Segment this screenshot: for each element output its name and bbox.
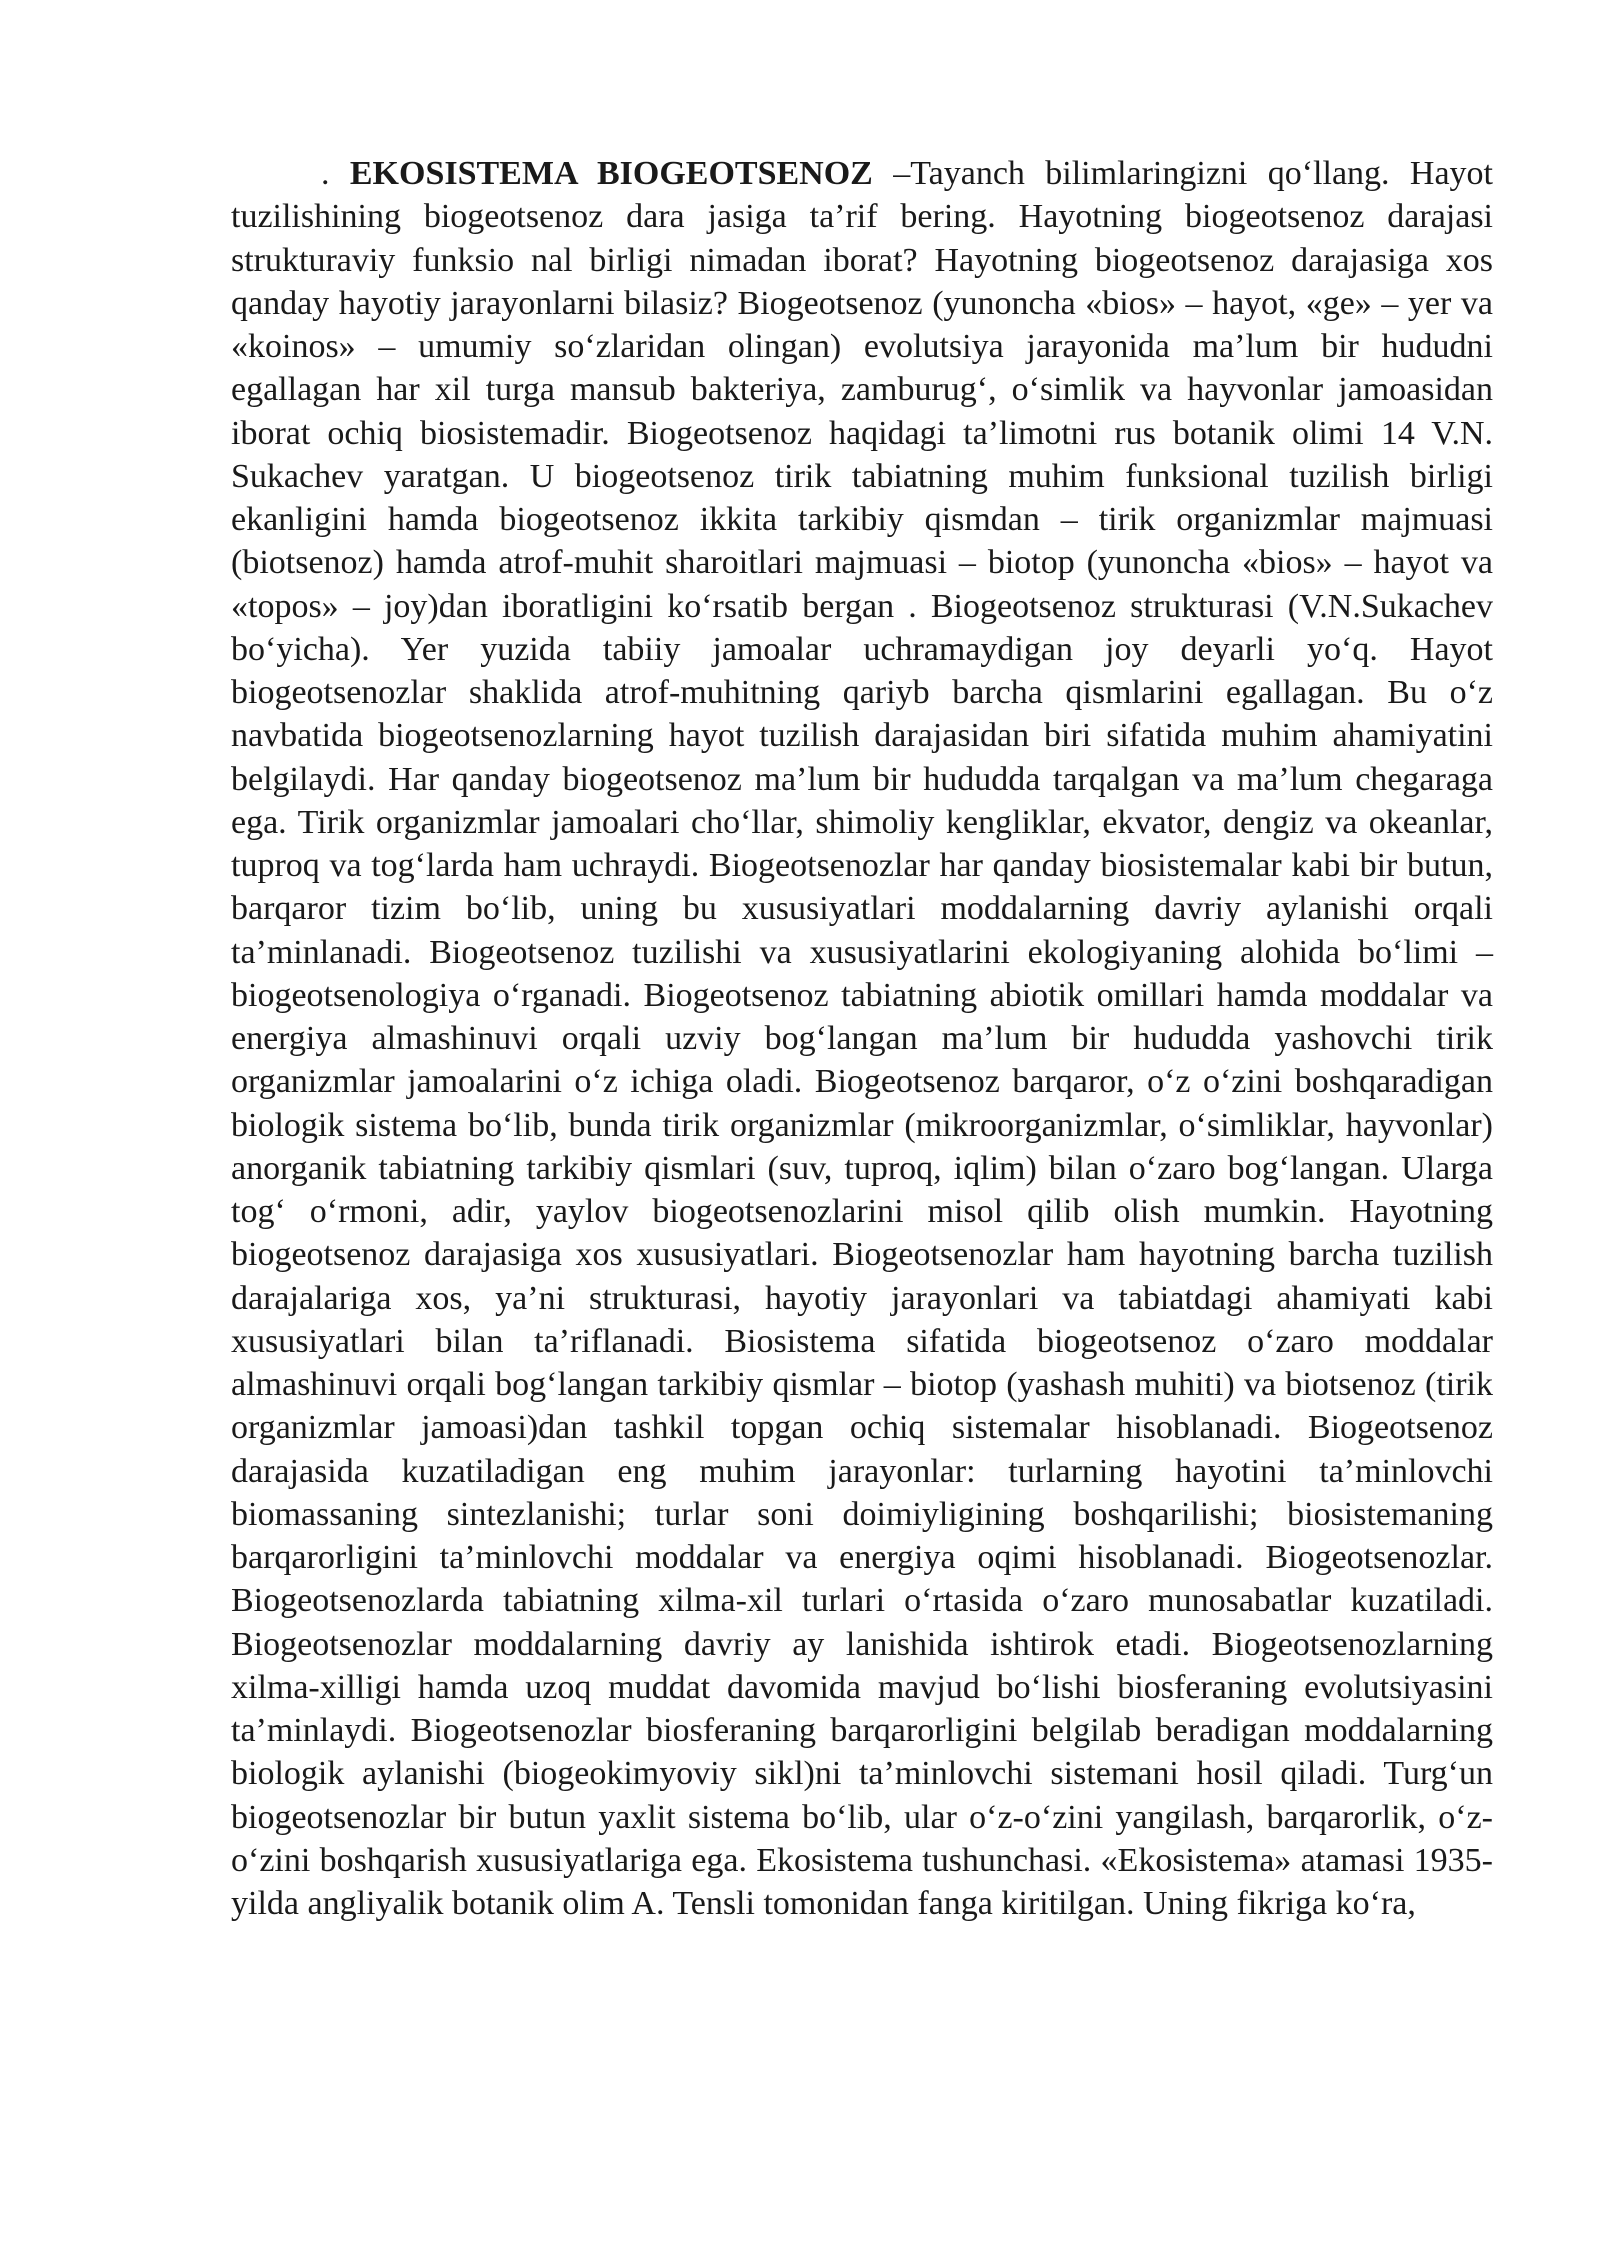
section-heading: EKOSISTEMA BIOGEOTSENOZ — [349, 155, 873, 192]
body-paragraph — [231, 152, 1493, 1925]
lead-marker: . — [321, 155, 350, 192]
paragraph-text: –Tayanch bilimlaringizni qo‘llang. Hayot tuzilishining biogeotsenoz dara jasiga ta’rif bering. Hayotning biogeotsenoz darajasi strukturaviy funksio nal birligi nimadan iborat? Hayotning biogeotsenoz darajasiga xos qanday hayotiy jarayonlarni bilasiz? Biogeotsenoz (yunoncha «bios» – hayot, «ge» – yer va «koinos» – umumiy so‘zlaridan olingan) evolutsiya jarayonida ma’lum bir hududni egallagan har xil turga mansub bakteriya, zamburug‘, o‘simlik va hayvonlar jamoasidan iborat ochiq biosistemadir. Biogeotsenoz haqidagi ta’limotni rus botanik olimi 14 V.N. Sukachev yaratgan. U biogeotsenoz tirik tabiatning muhim funksional tuzilish birligi ekanligini hamda biogeotsenoz ikkita tarkibiy qismdan – tirik organizmlar majmuasi (biotsenoz) hamda atrof-muhit sharoitlari majmuasi – biotop (yunoncha «bios» – hayot va «topos» – joy)dan iboratligini ko‘rsatib bergan . Biogeotsenoz strukturasi (V.N.Sukachev bo‘yicha). Yer yuzida tabiiy jamoalar uchramaydigan joy deyarli yo‘q. Hayot biogeotsenozlar shaklida atrof-muhitning qariyb barcha qismlarini egallagan. Bu o‘z navbatida biogeotsenozlarning hayot tuzilish darajasidan biri sifatida muhim ahamiyatini belgilaydi. Har qanday biogeotsenoz ma’lum bir hududda tarqalgan va ma’lum chegaraga ega. Tirik organizmlar jamoalari cho‘llar, shimoliy kengliklar, ekvator, dengiz va okeanlar, tuproq va tog‘larda ham uchraydi. Biogeotsenozlar har qanday biosistemalar kabi bir butun, barqaror tizim bo‘lib, uning bu xususiyatlari moddalarning davriy aylanishi orqali ta’minlanadi. Biogeotsenoz tuzilishi va xususiyatlarini ekologiyaning alohida bo‘limi – biogeotsenologiya o‘rganadi. Biogeotsenoz tabiatning abiotik omillari hamda moddalar va energiya almashinuvi orqali uzviy bog‘langan ma’lum bir hududda yashovchi tirik organizmlar jamoalarini o‘z ichiga oladi. Biogeotsenoz barqaror, o‘z o‘zini boshqaradigan biologik sistema bo‘lib, bunda tirik organizmlar (mikroorganizmlar, o‘simliklar, hayvonlar) anorganik tabiatning tarkibiy qismlari (suv, tuproq, iqlim) bilan o‘zaro bog‘langan. Ularga tog‘ o‘rmoni, adir, yaylov biogeotsenozlarini misol qilib olish mumkin. Hayotning biogeotsenoz darajasiga xos xususiyatlari. Biogeotsenozlar ham hayotning barcha tuzilish darajalariga xos, ya’ni strukturasi, hayotiy jarayonlari va tabiatdagi ahamiyati kabi xususiyatlari bilan ta’riflanadi. Biosistema sifatida biogeotsenoz o‘zaro moddalar almashinuvi orqali bog‘langan tarkibiy qismlar – biotop (yashash muhiti) va biotsenoz (tirik organizmlar jamoasi)dan tashkil topgan ochiq sistemalar hisoblanadi. Biogeotsenoz darajasida kuzatiladigan eng muhim jarayonlar: turlarning hayotini ta’minlovchi biomassaning sintezlanishi; turlar soni doimiyligining boshqarilishi; biosistemaning barqarorligini ta’minlovchi moddalar va energiya oqimi hisoblanadi. Biogeotsenozlar. Biogeotsenozlarda tabiatning xilma-xil turlari o‘rtasida o‘zaro munosabatlar kuzatiladi. Biogeotsenozlar moddalarning davriy ay lanishida ishtirok etadi. Biogeotsenozlarning xilma-xilligi hamda uzoq muddat davomida mavjud bo‘lishi biosferaning evolutsiyasini ta’minlaydi. Biogeotsenozlar biosferaning barqarorligini belgilab beradigan moddalarning biologik aylanishi (biogeokimyoviy sikl)ni ta’minlovchi sistemani hosil qiladi. Turg‘un biogeotsenozlar bir butun yaxlit sistema bo‘lib, ular o‘z-o‘zini yangilash, barqarorlik, o‘z-o‘zini boshqarish xususiyatlariga ega. Ekosistema tushunchasi. «Ekosistema» atamasi 1935-yilda angliyalik botanik olim A. Tensli tomonidan fanga kiritilgan. Uning fikriga ko‘ra, — [231, 155, 1494, 1922]
